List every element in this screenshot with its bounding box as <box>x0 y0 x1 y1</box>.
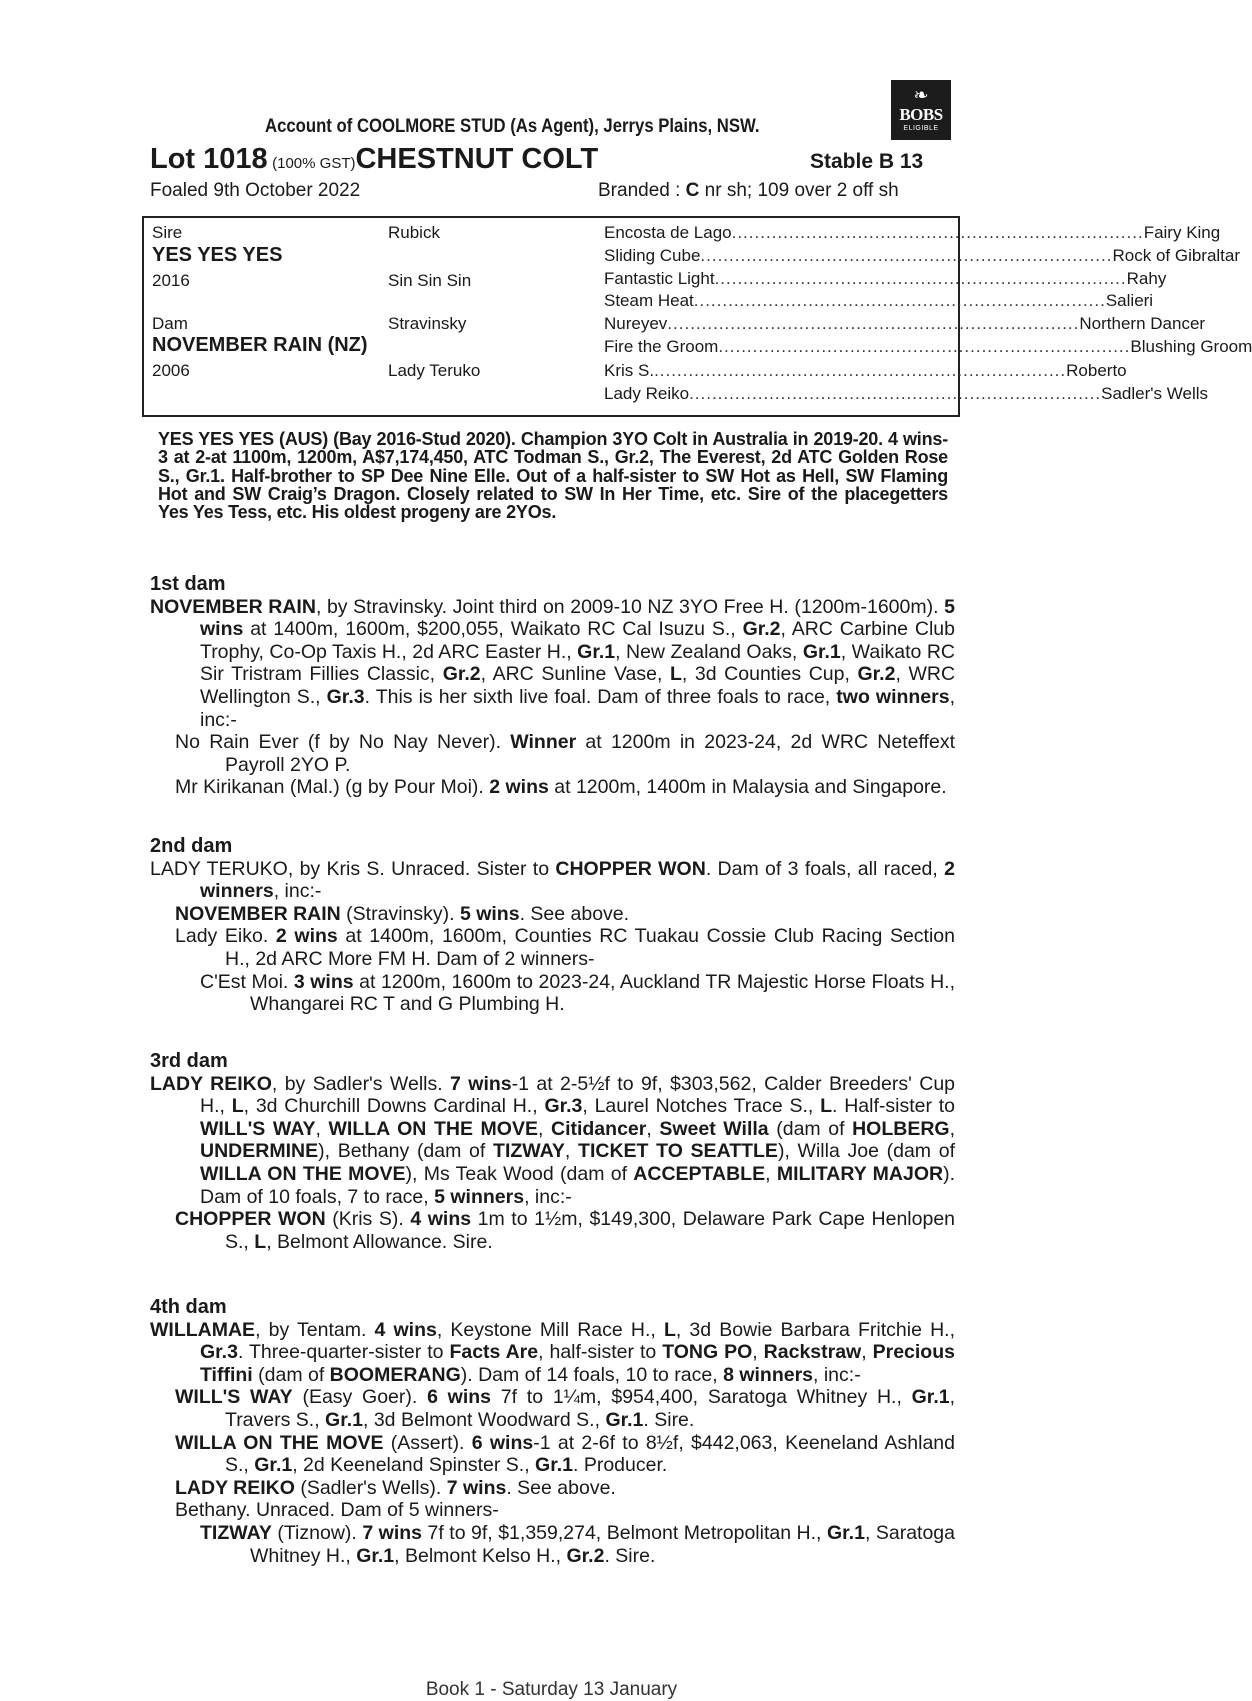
page-footer: Book 1 - Saturday 13 January <box>425 1679 678 1700</box>
dam-name: NOVEMBER RAIN (NZ) <box>152 334 368 356</box>
section-heading: 2nd dam <box>150 835 233 857</box>
progeny-entry <box>150 776 955 799</box>
text: , Keystone Mill Race H., <box>436 1318 664 1341</box>
wins: 4 wins <box>410 1208 472 1231</box>
text: . Half-sister to <box>832 1095 956 1118</box>
fourth-dam-section <box>150 1296 955 1567</box>
text: , New Zealand Oaks, <box>615 640 803 663</box>
horse-name: MILITARY MAJOR <box>776 1162 944 1185</box>
text: , 3d Belmont Woodward S., <box>363 1408 606 1431</box>
text: at 1400m, 1600m, $200,055, Waikato RC Cal Isuzu S., <box>243 618 743 641</box>
branded-detail: nr sh; 109 over 2 off sh <box>699 180 899 201</box>
progeny-entry <box>150 903 955 926</box>
text: , <box>646 1117 660 1140</box>
horse-name: Sweet Willa <box>659 1117 769 1140</box>
horse-name: LADY REIKO <box>150 1072 272 1095</box>
pedigree-gen4-row <box>604 245 1241 266</box>
dot-leader: ........................................................................ <box>693 291 1106 310</box>
progeny-entry <box>150 1477 955 1500</box>
horse-name: NOVEMBER RAIN <box>150 595 316 618</box>
logo-sub-text: ELIGIBLE <box>903 125 939 132</box>
wins: 2 wins <box>275 925 338 948</box>
text: , <box>765 1162 777 1185</box>
dot-leader: ........................................................................ <box>700 246 1113 265</box>
text: , Waikato RC Sir Tristram Fillies Classic, <box>200 640 956 686</box>
logo-brand-text: BOBS <box>899 105 943 124</box>
first-dam-section <box>150 573 955 799</box>
dot-leader: ........................................................................ <box>714 269 1127 288</box>
dam-entry <box>150 1319 955 1387</box>
horse-name: Citidancer <box>550 1117 647 1140</box>
text: , Belmont Kelso H., <box>394 1544 567 1567</box>
horse-name: NOVEMBER RAIN <box>175 902 341 925</box>
text: (Tiznow). <box>271 1521 363 1544</box>
text: , <box>315 1117 329 1140</box>
text: 7f to 1¼m, $954,400, Saratoga Whitney H., <box>491 1386 912 1409</box>
grade: Gr.1 <box>356 1544 395 1567</box>
winners: two winners <box>836 685 950 708</box>
text: , 3d Churchill Downs Cardinal H., <box>243 1095 545 1118</box>
grade: Gr.1 <box>535 1454 573 1477</box>
grade: Gr.1 <box>826 1521 865 1544</box>
progeny-entry <box>150 1208 955 1253</box>
horse-name: CHOPPER WON <box>175 1208 326 1231</box>
listed: L <box>663 1318 676 1341</box>
grade: Gr.3 <box>200 1341 238 1364</box>
progeny-entry <box>150 1499 955 1522</box>
horse-name: CHOPPER WON <box>555 857 706 880</box>
section-heading: 4th dam <box>150 1296 227 1318</box>
horse-name: UNDERMINE <box>200 1140 319 1163</box>
text: ), Willa Joe (dam of <box>777 1140 956 1163</box>
brand-mark: C <box>685 180 700 201</box>
grade: Gr.2 <box>442 663 481 686</box>
text: at 1400m, 1600m, Counties RC Tuakau Cossie Club Racing Section H., 2d ARC More FM H. Dam of 2 winners- <box>225 925 955 970</box>
wins: 4 wins <box>374 1318 437 1341</box>
bobs-eligible-logo <box>891 80 951 140</box>
grade: Gr.1 <box>577 640 616 663</box>
winners: 2 winners <box>200 857 955 903</box>
wins: 5 wins <box>200 595 955 641</box>
horse-name: WILL'S WAY <box>200 1117 316 1140</box>
gen4-left: Fire the Groom <box>604 337 719 356</box>
text: (dam of <box>768 1117 853 1140</box>
text: , <box>861 1341 873 1364</box>
text: , inc:- <box>200 685 956 731</box>
gen4-right: Sadler's Wells <box>1101 384 1208 403</box>
gst-note: (100% GST) <box>272 155 356 172</box>
text: C'Est Moi. <box>200 970 294 993</box>
listed: L <box>669 663 682 686</box>
text: , ARC Carbine Club Trophy, Co-Op Taxis H., 2d ARC Easter H., <box>200 618 955 663</box>
lot-title-line <box>150 143 598 176</box>
gen4-right: Fairy King <box>1143 223 1221 242</box>
text: , Saratoga Whitney H., <box>250 1521 955 1567</box>
grade: Gr.1 <box>254 1454 293 1477</box>
pedigree-gen4-row <box>604 336 1252 357</box>
text: (Easy Goer). <box>292 1386 428 1409</box>
text: , <box>752 1341 764 1364</box>
text: 7f to 9f, $1,359,274, Belmont Metropolitan H., <box>422 1521 827 1544</box>
branded-label: Branded : <box>598 180 686 201</box>
pedigree-gen4-row <box>604 313 1206 334</box>
grade: Gr.1 <box>605 1408 644 1431</box>
gen4-right: Blushing Groom <box>1130 337 1252 356</box>
sire-label: Sire <box>152 223 183 242</box>
wins: 7 wins <box>446 1476 507 1499</box>
wins: Winner <box>510 731 577 754</box>
gen4-left: Nureyev <box>604 314 668 333</box>
section-heading: 3rd dam <box>150 1050 228 1072</box>
grade: Gr.2 <box>742 618 781 641</box>
horse-name: TIZWAY <box>493 1140 565 1163</box>
text: -1 at 2-5½f to 9f, $303,562, Calder Breeders' Cup H., <box>200 1072 956 1118</box>
text: , inc:- <box>813 1363 861 1386</box>
gen4-right: Rahy <box>1126 269 1167 288</box>
gen4-right: Roberto <box>1066 361 1127 380</box>
pedigree-table <box>142 216 1252 417</box>
text: (Kris S). <box>325 1208 411 1231</box>
text: (Stravinsky). <box>340 902 460 925</box>
pedigree-gen4-row <box>604 290 1154 311</box>
gen4-left: Sliding Cube <box>604 246 701 265</box>
text: . This is her sixth live foal. Dam of three foals to race, <box>364 685 837 708</box>
grade: Gr.3 <box>326 685 365 708</box>
text: at 1200m in 2023-24, 2d WRC Neteffext Payroll 2YO P. <box>225 731 955 776</box>
horse-name: TONG PO <box>662 1341 753 1364</box>
gen4-left: Lady Reiko <box>604 384 690 403</box>
dot-leader: ........................................................................ <box>731 223 1144 242</box>
text: Bethany. Unraced. Dam of 5 winners- <box>175 1499 499 1522</box>
sire-summary: YES YES YES (AUS) (Bay 2016-Stud 2020). Champion 3YO Colt in Australia in 2019-20. 4 wins-3 at 2-at 1100m, 1200m, A$7,174,450, ATC Todman S., Gr.2, The Everest, 2d ATC Golden Rose S., Gr.1. Half-brother to SP Dee Nine Elle. Out of a half-sister to SW Hot as Hell, SW Flaming Hot and SW Craig’s Dragon. Closely related to SW In Her Time, etc. Sire of the placegetters Yes Yes Tess, etc. His oldest progeny are 2YOs. <box>158 429 948 523</box>
horse-name: TIZWAY <box>200 1521 272 1544</box>
gen4-left: Steam Heat <box>604 291 694 310</box>
pedigree-gen4-row <box>604 360 1127 381</box>
grade: Gr.1 <box>911 1386 950 1409</box>
text: , <box>564 1140 579 1163</box>
text: ). Dam of 10 foals, 7 to race, <box>200 1162 956 1208</box>
foaled-date: Foaled 9th October 2022 <box>150 180 361 201</box>
second-dam-section <box>150 835 955 1016</box>
text: . See above. <box>519 902 630 925</box>
text: , <box>537 1117 551 1140</box>
progeny-entry <box>150 731 955 776</box>
horse-name: ACCEPTABLE <box>633 1162 766 1185</box>
dot-leader: ........................................................................ <box>718 337 1131 356</box>
text: LADY TERUKO, by Kris S. Unraced. Sister to <box>150 857 556 880</box>
text: , inc:- <box>524 1185 572 1208</box>
text: at 1200m, 1400m in Malaysia and Singapore. <box>548 776 947 799</box>
pedigree-gen4-row <box>604 383 1208 404</box>
gen4-right: Salieri <box>1105 291 1154 310</box>
horse-name: Precious Tiffini <box>200 1341 955 1386</box>
text: . Three-quarter-sister to <box>237 1341 450 1364</box>
text: , ARC Sunline Vase, <box>480 663 670 686</box>
text: , 3d Counties Cup, <box>681 663 858 686</box>
winners: 8 winners <box>723 1363 814 1386</box>
vendor-account: Account of COOLMORE STUD (As Agent), Jerrys Plains, NSW. <box>265 116 760 137</box>
horse-icon: ❧ <box>913 85 929 105</box>
grade: Gr.3 <box>544 1095 583 1118</box>
text: 1m to 1½m, $149,300, Delaware Park Cape Henlopen S., <box>225 1208 956 1253</box>
gen4-right: Rock of Gibraltar <box>1112 246 1241 265</box>
text: No Rain Ever (f by No Nay Never). <box>175 731 511 754</box>
progeny-entry <box>150 1432 955 1477</box>
horse-name: BOOMERANG <box>329 1363 461 1386</box>
sire-dam: Sin Sin Sin <box>388 271 472 290</box>
text: , by Stravinsky. Joint third on 2009-10 NZ 3YO Free H. (1200m-1600m). <box>315 595 945 618</box>
listed: L <box>820 1095 832 1118</box>
progeny-entry <box>150 1386 955 1431</box>
pedigree-gen4-row <box>604 268 1167 289</box>
dam-sire: Stravinsky <box>388 314 467 333</box>
text: Mr Kirikanan (Mal.) (g by Pour Moi). <box>175 776 490 799</box>
text: . Sire. <box>643 1408 695 1431</box>
sire-sire: Rubick <box>388 223 440 242</box>
horse-name: LADY REIKO <box>175 1476 295 1499</box>
gen4-left: Fantastic Light <box>604 269 715 288</box>
text: , half-sister to <box>538 1341 663 1364</box>
grade: Gr.2 <box>566 1544 605 1567</box>
dam-year: 2006 <box>152 361 190 380</box>
text: , inc:- <box>273 880 322 903</box>
dot-leader: ........................................................................ <box>667 314 1080 333</box>
stable-number: Stable B 13 <box>810 150 924 173</box>
horse-name: WILLA ON THE MOVE <box>175 1431 384 1454</box>
dam-label: Dam <box>152 314 188 333</box>
dam-entry <box>150 1073 955 1209</box>
text: . Producer. <box>573 1454 668 1477</box>
text: , by Tentam. <box>255 1318 375 1341</box>
text: . Sire. <box>604 1544 656 1567</box>
dam-entry <box>150 596 955 732</box>
winners: 5 winners <box>434 1185 525 1208</box>
gen4-right: Northern Dancer <box>1079 314 1206 333</box>
dot-leader: ........................................................................ <box>654 361 1067 380</box>
wins: 7 wins <box>362 1521 423 1544</box>
text: , Travers S., <box>225 1386 956 1431</box>
text: (dam of <box>252 1363 330 1386</box>
text: , by Sadler's Wells. <box>271 1072 451 1095</box>
lot-number: Lot 1018 <box>150 143 268 175</box>
text: , 3d Bowie Barbara Fritchie H., <box>675 1318 956 1341</box>
text: -1 at 2-6f to 8½f, $442,063, Keeneland Ashland S., <box>225 1431 955 1477</box>
wins: 6 wins <box>427 1386 492 1409</box>
horse-description: CHESTNUT COLT <box>355 143 599 175</box>
wins: 6 wins <box>471 1431 534 1454</box>
branded-info <box>598 180 899 202</box>
pedigree-gen4-row <box>604 222 1221 243</box>
grade: Gr.1 <box>325 1408 363 1431</box>
horse-name: Facts Are <box>449 1341 539 1364</box>
wins: 3 wins <box>293 970 354 993</box>
horse-name: WILL'S WAY <box>175 1386 293 1409</box>
horse-name: Rackstraw <box>763 1341 862 1364</box>
text: ), Bethany (dam of <box>318 1140 494 1163</box>
sire-name: YES YES YES <box>152 244 283 266</box>
section-heading: 1st dam <box>150 573 226 595</box>
horse-name: WILLAMAE <box>150 1318 256 1341</box>
progeny-entry <box>150 971 955 1016</box>
text: , 2d Keeneland Spinster S., <box>292 1454 536 1477</box>
text: . Dam of 3 foals, all raced, <box>705 857 945 880</box>
text: ), Ms Teak Wood (dam of <box>405 1162 634 1185</box>
grade: Gr.1 <box>802 640 841 663</box>
dam-dam: Lady Teruko <box>388 361 481 380</box>
progeny-entry <box>150 1522 955 1567</box>
grade: Gr.2 <box>857 663 896 686</box>
listed: L <box>254 1230 267 1253</box>
text: , Belmont Allowance. Sire. <box>266 1230 493 1253</box>
text: , <box>949 1117 956 1140</box>
text: , Laurel Notches Trace S., <box>582 1095 821 1118</box>
horse-name: TICKET TO SEATTLE <box>578 1140 778 1163</box>
dot-leader: ........................................................................ <box>689 384 1102 403</box>
text: ). Dam of 14 foals, 10 to race, <box>460 1363 724 1386</box>
wins: 7 wins <box>450 1072 512 1095</box>
text: at 1200m, 1600m to 2023-24, Auckland TR Majestic Horse Floats H., Whangarei RC T and G Plumbing H. <box>250 970 956 1016</box>
dam-entry <box>150 858 955 903</box>
wins: 2 wins <box>489 776 549 799</box>
progeny-entry <box>150 925 955 970</box>
horse-name: WILLA ON THE MOVE <box>200 1162 406 1185</box>
text: . See above. <box>506 1476 616 1499</box>
third-dam-section <box>150 1050 955 1253</box>
gen4-left: Kris S. <box>604 361 655 380</box>
text: Lady Eiko. <box>175 925 276 948</box>
listed: L <box>231 1095 244 1118</box>
text: (Sadler's Wells). <box>294 1476 447 1499</box>
text: (Assert). <box>383 1431 472 1454</box>
text: , WRC Wellington S., <box>200 663 956 708</box>
horse-name: WILLA ON THE MOVE <box>328 1117 538 1140</box>
gen4-left: Encosta de Lago <box>604 223 732 242</box>
wins: 5 wins <box>459 902 520 925</box>
sire-year: 2016 <box>152 271 190 290</box>
horse-name: HOLBERG <box>852 1117 950 1140</box>
